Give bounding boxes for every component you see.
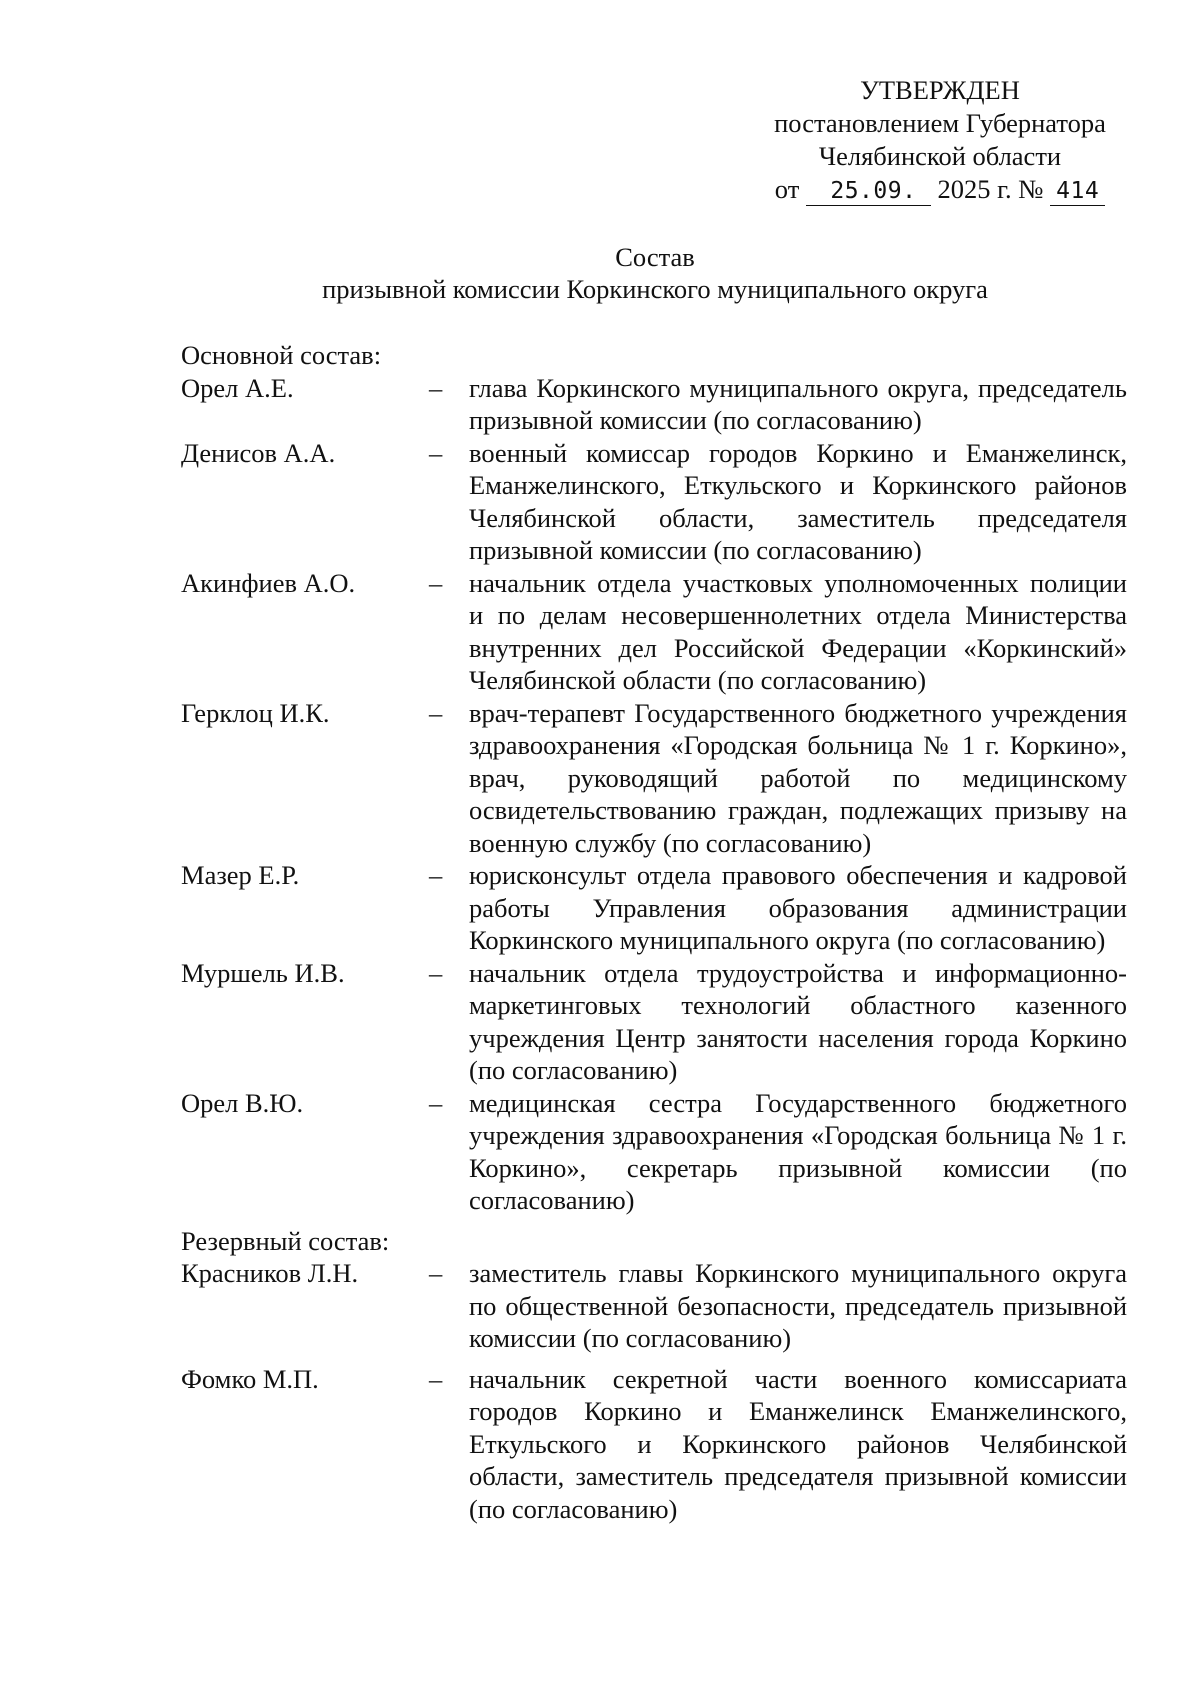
member-name: Красников Л.Н. <box>181 1258 359 1288</box>
member-name: Акинфиев А.О. <box>181 567 356 598</box>
member-dash: – <box>429 957 443 988</box>
member-role: начальник секретной части военного комиссариата городов Коркино и Еманжелинск Еманжелинского, Еткульского и Коркинского районов Челябинской области, заместитель председателя призывной комиссии (по согласованию) <box>469 1363 1127 1524</box>
member-row <box>181 697 1127 860</box>
title-line-1: Состав <box>615 242 695 272</box>
member-dash: – <box>429 1258 443 1288</box>
member-role: заместитель главы Коркинского муниципального округа по общественной безопасности, председатель призывной комиссии (по согласованию) <box>469 1258 1127 1353</box>
main-section-label: Основной состав: <box>181 340 382 370</box>
member-dash: – <box>429 437 443 468</box>
date-prefix: от <box>774 174 800 204</box>
member-row <box>181 1087 1127 1217</box>
date-blank <box>806 175 931 206</box>
member-role: глава Коркинского муниципального округа, председатель призывной комиссии (по согласованию) <box>469 372 1127 435</box>
document-title <box>0 241 1200 305</box>
member-dash: – <box>429 1363 443 1394</box>
member-dash: – <box>429 372 443 403</box>
member-dash: – <box>429 1087 443 1118</box>
number-blank <box>1050 175 1105 206</box>
title-line-2: призывной комиссии Коркинского муниципального округа <box>322 274 988 304</box>
approval-line-2: Челябинской области <box>818 141 1062 171</box>
member-name: Денисов А.А. <box>181 437 336 468</box>
number-value: 414 <box>1056 178 1100 204</box>
member-row <box>181 1363 1127 1526</box>
year-text: 2025 г. № <box>937 174 1044 204</box>
approval-line-1: постановлением Губернатора <box>774 108 1106 138</box>
member-role: начальник отдела участковых уполномоченных полиции и по делам несовершеннолетних отдела Министерства внутренних дел Российской Федерации «Коркинский» Челябинской области (по согласованию) <box>469 567 1127 695</box>
member-row <box>181 567 1127 697</box>
member-name: Герклоц И.К. <box>181 697 330 728</box>
member-dash: – <box>429 860 443 890</box>
member-row <box>181 372 1127 437</box>
commission-roster <box>181 339 1127 1525</box>
member-role: медицинская сестра Государственного бюджетного учреждения здравоохранения «Городская больница № 1 г. Коркино», секретарь призывной комиссии (по согласованию) <box>469 1087 1127 1215</box>
member-role: юрисконсульт отдела правового обеспечения и кадровой работы Управления образования администрации Коркинского муниципального округа (по согласованию) <box>469 860 1127 955</box>
member-name: Орел В.Ю. <box>181 1087 304 1118</box>
member-role: начальник отдела трудоустройства и информационно-маркетинговых технологий областного казенного учреждения Центр занятости населения города Коркино (по согласованию) <box>469 957 1127 1085</box>
member-dash: – <box>429 567 443 598</box>
approval-heading: УТВЕРЖДЕН <box>860 75 1020 105</box>
member-name: Муршель И.В. <box>181 957 345 988</box>
member-dash: – <box>429 697 443 728</box>
member-row <box>181 957 1127 1087</box>
member-role: военный комиссар городов Коркино и Еманжелинск, Еманжелинского, Еткульского и Коркинского районов Челябинской области, заместитель председателя призывной комиссии (по согласованию) <box>469 437 1127 565</box>
reserve-section-label: Резервный состав: <box>181 1225 390 1256</box>
member-row <box>181 1257 1127 1355</box>
approval-date-line <box>760 173 1120 206</box>
member-role: врач-терапевт Государственного бюджетного учреждения здравоохранения «Городская больница № 1 г. Коркино», врач, руководящий работой по медицинскому освидетельствованию граждан, подлежащих призыву на военную службу (по согласованию) <box>469 697 1127 858</box>
approval-block <box>760 74 1120 206</box>
member-name: Фомко М.П. <box>181 1363 319 1394</box>
member-name: Мазер Е.Р. <box>181 860 300 890</box>
member-name: Орел А.Е. <box>181 372 294 403</box>
member-row <box>181 859 1127 957</box>
date-value: 25.09. <box>830 178 917 204</box>
member-row <box>181 437 1127 567</box>
